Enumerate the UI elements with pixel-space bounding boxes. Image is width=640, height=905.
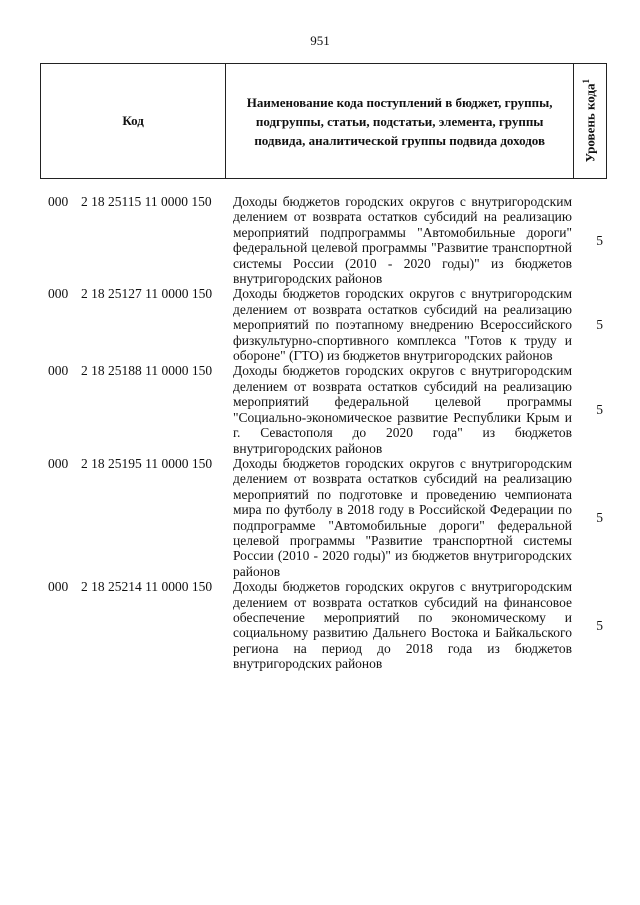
row-code: 2 18 25115 11 0000 150 <box>81 194 212 209</box>
row-prefix: 000 <box>48 579 69 595</box>
row-level: 5 <box>596 401 603 417</box>
table-row <box>40 456 607 579</box>
table-row <box>40 579 607 671</box>
header-level-label <box>581 79 598 162</box>
row-prefix: 000 <box>48 363 69 379</box>
page-number: 951 <box>310 33 330 48</box>
row-code: 2 18 25214 11 0000 150 <box>81 579 213 595</box>
table-body <box>40 194 607 672</box>
row-text: Доходы бюджетов городских округов с внутригородским делением от возврата остатков субсидий на финансовое обеспечение мероприятий по экономическому и социальному развитию Дальнего Востока и Байкальского региона на период до 2018 года из бюджетов внутригородских районов <box>233 579 572 672</box>
row-text: Доходы бюджетов городских округов с внутригородским делением от возврата остатков субсидий на реализацию мероприятий по подготовке и проведению чемпионата мира по футболу в 2018 году в Российской Федерации по подпрограмме "Автомобильные дороги" федеральной целевой программы "Развитие транспортной системы России (2010 - 2020 годы)" из бюджетов внутригородских районов <box>233 455 572 579</box>
table-row <box>40 194 607 286</box>
row-code: 2 18 25127 11 0000 150 <box>81 286 213 302</box>
header-level <box>574 64 606 178</box>
row-level: 5 <box>596 509 603 525</box>
row-level: 5 <box>596 232 603 248</box>
row-text: Доходы бюджетов городских округов с внутригородским делением от возврата остатков субсидий на реализацию мероприятий подпрограммы "Автомобильные дороги" федеральной целевой программы "Развитие транспортной системы России (2010 - 2020 годы)" из бюджетов внутригородских районов <box>233 194 572 287</box>
row-level: 5 <box>596 617 603 633</box>
row-code: 2 18 25195 11 0000 150 <box>81 455 213 471</box>
header-level-footnote: 1 <box>581 79 592 84</box>
row-code: 2 18 25188 11 0000 150 <box>81 363 213 379</box>
row-prefix: 000 <box>48 286 69 302</box>
row-level: 5 <box>596 317 603 333</box>
table-row <box>40 363 607 455</box>
row-prefix: 000 <box>48 455 69 471</box>
row-text: Доходы бюджетов городских округов с внутригородским делением от возврата остатков субсидий на реализацию мероприятий по поэтапному внедрению Всероссийского физкультурно-спортивного комплекса "Готов к труду и обороне" (ГТО) из бюджетов внутригородских районов <box>233 286 572 364</box>
header-level-text: Уровень кода <box>582 83 598 163</box>
row-text: Доходы бюджетов городских округов с внутригородским делением от возврата остатков субсидий на реализацию мероприятий федеральной целевой программы "Социально-экономическое развитие Республики Крым и г. Севастополя до 2020 года" из бюджетов внутригородских районов <box>233 363 572 456</box>
header-name: Наименование кода поступлений в бюджет, группы, подгруппы, статьи, подстатьи, элемента, группы подвида, аналитической группы подвида доходов <box>226 64 574 178</box>
table-header <box>40 63 607 179</box>
header-code: Код <box>41 64 226 178</box>
row-prefix: 000 <box>48 194 69 209</box>
table-row <box>40 286 607 363</box>
